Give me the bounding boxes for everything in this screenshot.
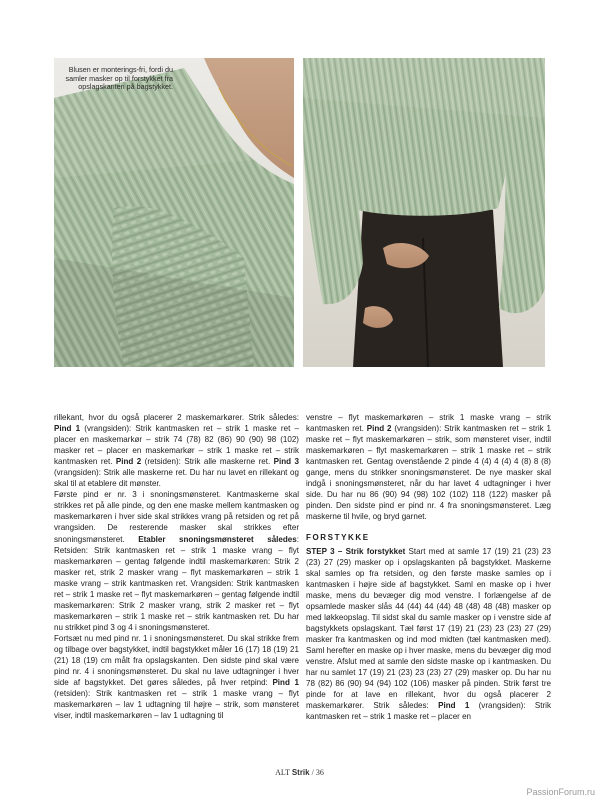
text-run: (vrangsiden): Strik kantmasken ret – strik 1 maske ret – placer en <box>306 701 551 722</box>
text-run: (vrangsiden): Strik alle maskerne ret. Du har nu lavet en rillekant og skal til at etablere dit mønster. <box>54 468 299 489</box>
text-column-left <box>54 412 299 721</box>
row-label: Pind 2 <box>366 424 392 434</box>
paragraph <box>306 546 551 723</box>
text-run: (retsiden): Strik alle maskerne ret. <box>141 457 274 467</box>
shoulder-closeup-image <box>54 58 294 367</box>
row-label: Pind 1 <box>438 701 470 711</box>
text-run: venstre – flyt maskemarkøren – strik 1 maske vrang – strik kantmasken ret. <box>306 413 551 434</box>
text-run: : Retsiden: Strik kantmasken ret – strik 1 maske vrang – flyt maskemarkøren – gentag følgende indtil maskemarkøren: Strik 2 masker ret, strik 2 masker vrang – flyt maskemarkøren – strik 1 maske vrang – strik kantmasken ret. Vrangsiden: Strik kantmasken ret – strik 1 maske ret – flyt maskemarkøren – gentag følgende indtil maskemarkøren: Strik 2 masker vrang, strik 2 masker ret – flyt maskemarkøren – strik 1 maske ret – strik kantmasken ret. Du har nu strikket pind 3 og 4 i snoningsmønsteret. <box>54 534 299 632</box>
row-label: Pind 1 <box>54 424 81 434</box>
text-run: Start med at samle 17 (19) 21 (23) 23 (23) 27 (29) masker op i opslagskanten på bagstykket. Maskerne skal samles op fra retsiden, og den første maske samles op i kantmasken i højre side af bagstykket. Saml en maske op i hver maske, mens du bevæger dig mod venstre. I forlængelse af de opsamlede masker slås 44 (44) 44 (44) 48 (48) 48 (48) masker op med løkkeopslag. Til sidst skal du samle masker op i venstre side af bagstykkets opslagskant. Tæl først 17 (19) 21 (23) 23 (23) 27 (29) masker fra kantmasken og ind mod midten (tæl kantmasken med). Saml herefter en maske op i hver maske, mens du bevæger dig mod venstre. Afslut med at samle den sidste maske op i kantmasken. Du har nu samlet 17 (19) 21 (23) 23 (23) 27 (29) masker op. Du har nu 78 (82) 86 (90) 94 (94) 102 (106) masker på pinden. Strik først tre pinde for at lave en rillekant, hvor du også placerer 2 maskemarkører. Strik således: <box>306 546 551 711</box>
page-footer <box>0 768 599 777</box>
step-heading: STEP 3 – Strik forstykket <box>306 546 406 556</box>
paragraph <box>54 633 299 721</box>
paragraph <box>54 489 299 633</box>
paragraph <box>54 412 299 489</box>
separator: / <box>309 768 316 777</box>
torso-image <box>303 58 545 367</box>
magazine-name: ALT <box>275 768 292 777</box>
row-label: Pind 2 <box>115 457 142 467</box>
page-number: 36 <box>315 768 324 777</box>
text-run: Første pind er nr. 3 i snoningsmønsteret. Kantmaskerne skal strikkes ret på alle pinde, og den ene maske mellem kantmasken og maskemarkøren i hver side skal strikkes vrang på retsiden og ret på vrangsiden. De resterende masker skal strikkes efter snoningsmønsteret. <box>54 490 299 544</box>
text-run: (retsiden): Strik kantmasken ret – strik 1 maske vrang – flyt maskemarkøren – lav 1 udtagning til højre – strik, som mønsteret viser, indtil maskemarkøren – lav 1 udtagning til <box>54 689 299 721</box>
magazine-name-bold: Strik <box>291 768 310 777</box>
text-run: Fortsæt nu med pind nr. 1 i snoningsmønsteret. Du skal strikke frem og tilbage over bagstykket, indtil bagstykket måler 16 (17) 18 (19) 21 (21) 18 (19) cm målt fra opslagskanten. Den sidste pind skal være pind nr. 4 i snoningsmønsteret. Du skal nu lave udtagninger i hver side af bagstykket. Det gøres således, på hver retpind: <box>54 633 299 688</box>
text-column-right <box>306 412 551 722</box>
subheading: Etabler snoningsmønsteret således <box>138 534 297 544</box>
paragraph <box>306 412 551 522</box>
photo-caption: Blusen er monterings-fri, fordi du samler masker op til forstykket fra opslagskanten på bagstykket. <box>65 65 173 92</box>
section-heading: FORSTYKKE <box>306 533 370 543</box>
text-run: rillekant, hvor du også placerer 2 maskemarkører. Strik således: <box>54 413 299 422</box>
photo-torso <box>303 58 545 367</box>
row-label: Pind 1 <box>272 678 299 688</box>
photo-shoulder-closeup <box>54 58 294 367</box>
row-label: Pind 3 <box>273 457 299 467</box>
watermark: PassionForum.ru <box>526 787 595 797</box>
text-run: (vrangsiden): Strik kantmasken ret – strik 1 maske ret – placer en maskemarkør – strik 74 (78) 82 (86) 90 (90) 98 (102) masker ret – placer en maskemarkør – strik 1 maske ret – strik kantmasken ret. <box>54 424 299 467</box>
text-run: (vrangsiden): Strik kantmasken ret – strik 1 maske ret – flyt maskemarkøren – strik, som mønsteret viser, indtil maskemarkøren – flyt maskemarkøren – strik 1 maske ret – strik kantmasken ret. Gentag ovenstående 2 pinde 4 (4) 4 (4) 4 (8) 8 (8) gange, mens du strikker snoningsmønsteret. De nye masker skal indgå i snoningsmønsteret, når du har lavet 4 udtagninger i hver side. Du har nu 86 (90) 94 (98) 102 (102) 118 (122) masker på pinden. Den sidste pind er pind nr. 4 fra snoningsmønsteret. Læg maskerne til hvile, og bryd garnet. <box>306 424 551 522</box>
